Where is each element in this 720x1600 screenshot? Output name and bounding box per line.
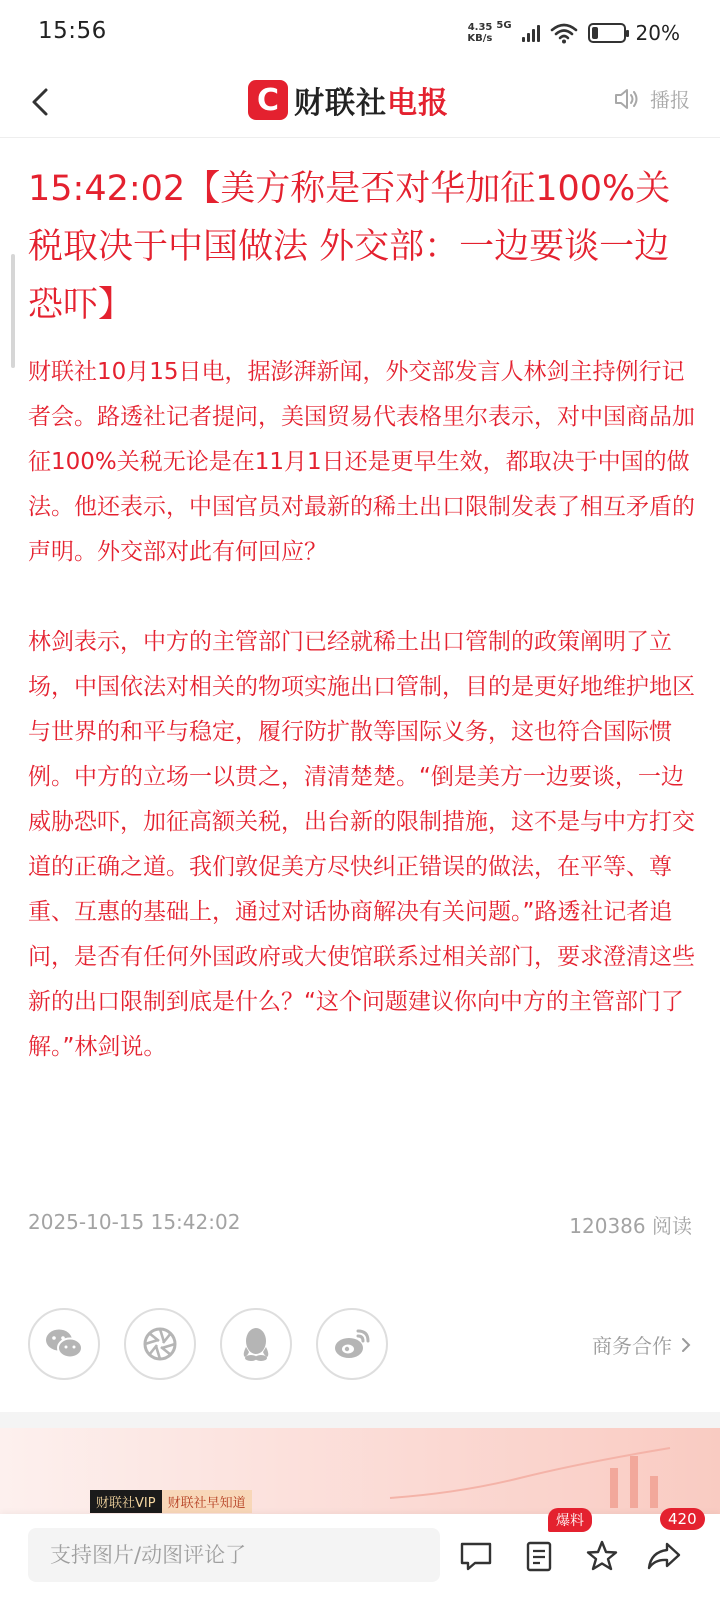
star-icon (585, 1539, 619, 1573)
network-speed-value: 4.35 (467, 22, 493, 33)
share-weibo-button[interactable] (316, 1308, 388, 1380)
share-button[interactable] (644, 1536, 684, 1576)
promo-tags (90, 1490, 252, 1513)
logo-name: 财联社 (294, 86, 387, 121)
share-row (28, 1308, 388, 1380)
network-speed-unit: KB/s (467, 33, 493, 44)
read-count: 120386 阅读 (569, 1214, 692, 1238)
speaker-icon (614, 87, 640, 111)
vip-tag: 财联社VIP (90, 1490, 162, 1513)
business-label: 商务合作 (592, 1334, 672, 1358)
status-bar (0, 0, 720, 66)
chart-decoration-icon (380, 1438, 680, 1508)
scrollbar[interactable] (11, 254, 15, 368)
logo-suffix: 电报 (387, 86, 449, 121)
share-arrow-icon (646, 1540, 682, 1572)
early-know-tag: 财联社早知道 (162, 1490, 252, 1513)
weibo-icon (332, 1327, 372, 1361)
chevron-right-icon (680, 1336, 692, 1354)
broadcast-button[interactable] (614, 84, 690, 113)
network-speed (467, 22, 492, 44)
app-logo (248, 78, 449, 122)
bottom-bar (0, 1510, 720, 1600)
tip-off-button[interactable] (520, 1536, 560, 1576)
status-time: 15:56 (38, 18, 107, 44)
article-paragraph: 财联社10月15日电，据澎湃新闻，外交部发言人林剑主持例行记者会。路透社记者提问，美国贸易代表格里尔表示，对中国商品加征100%关税无论是在11月1日还是更早生效，都取决于中国的做法。他还表示，中国官员对最新的稀土出口限制发表了相互矛盾的声明。外交部对此有何回应？ (28, 359, 695, 565)
business-cooperation-link[interactable] (592, 1330, 692, 1359)
nav-bar (0, 66, 720, 138)
qq-icon (240, 1325, 272, 1363)
battery-icon (588, 23, 626, 43)
logo-text (294, 78, 449, 122)
comment-button[interactable] (456, 1536, 496, 1576)
promo-banner[interactable] (0, 1428, 720, 1514)
status-indicators (467, 18, 680, 48)
share-qq-button[interactable] (220, 1308, 292, 1380)
moments-icon (141, 1325, 179, 1363)
logo-letter: C (256, 82, 280, 118)
article-datetime: 2025-10-15 15:42:02 (28, 1210, 241, 1234)
broadcast-label: 播报 (650, 88, 690, 112)
share-wechat-button[interactable] (28, 1308, 100, 1380)
favorite-button[interactable] (582, 1536, 622, 1576)
comment-icon (459, 1540, 493, 1572)
article-title: 15:42:02【美方称是否对华加征100%关税取决于中国做法 外交部：一边要谈一边恐吓】 (28, 169, 671, 325)
wifi-icon (550, 22, 578, 44)
wechat-icon (44, 1327, 84, 1361)
section-divider (0, 1412, 720, 1428)
comment-input[interactable]: 支持图片/动图评论了 (28, 1528, 440, 1582)
signal-icon (522, 24, 540, 42)
tip-off-badge: 爆料 (548, 1508, 592, 1532)
battery-level (592, 27, 598, 39)
back-arrow-icon (22, 82, 62, 122)
battery-percent: 20% (635, 21, 680, 45)
article-paragraph: 林剑表示，中方的主管部门已经就稀土出口管制的政策阐明了立场，中国依法对相关的物项实施出口管制，目的是更好地维护地区与世界的和平与稳定，履行防扩散等国际义务，这也符合国际惯例。中方的立场一以贯之，清清楚楚。“倒是美方一边要谈，一边威胁恐吓，加征高额关税，出台新的限制措施，这不是与中方打交道的正确之道。我们敦促美方尽快纠正错误的做法，在平等、尊重、互惠的基础上，通过对话协商解决有关问题。”路透社记者追问，是否有任何外国政府或大使馆联系过相关部门，要求澄清这些新的出口限制到底是什么？“这个问题建议你向中方的主管部门了解。”林剑说。 (28, 629, 695, 1060)
network-type: 5G (496, 20, 512, 31)
article-body (28, 350, 698, 1070)
share-moments-button[interactable] (124, 1308, 196, 1380)
document-icon (524, 1539, 556, 1573)
back-button[interactable] (22, 82, 62, 122)
logo-badge-icon (248, 80, 288, 120)
comment-count-badge: 420 (660, 1508, 705, 1530)
